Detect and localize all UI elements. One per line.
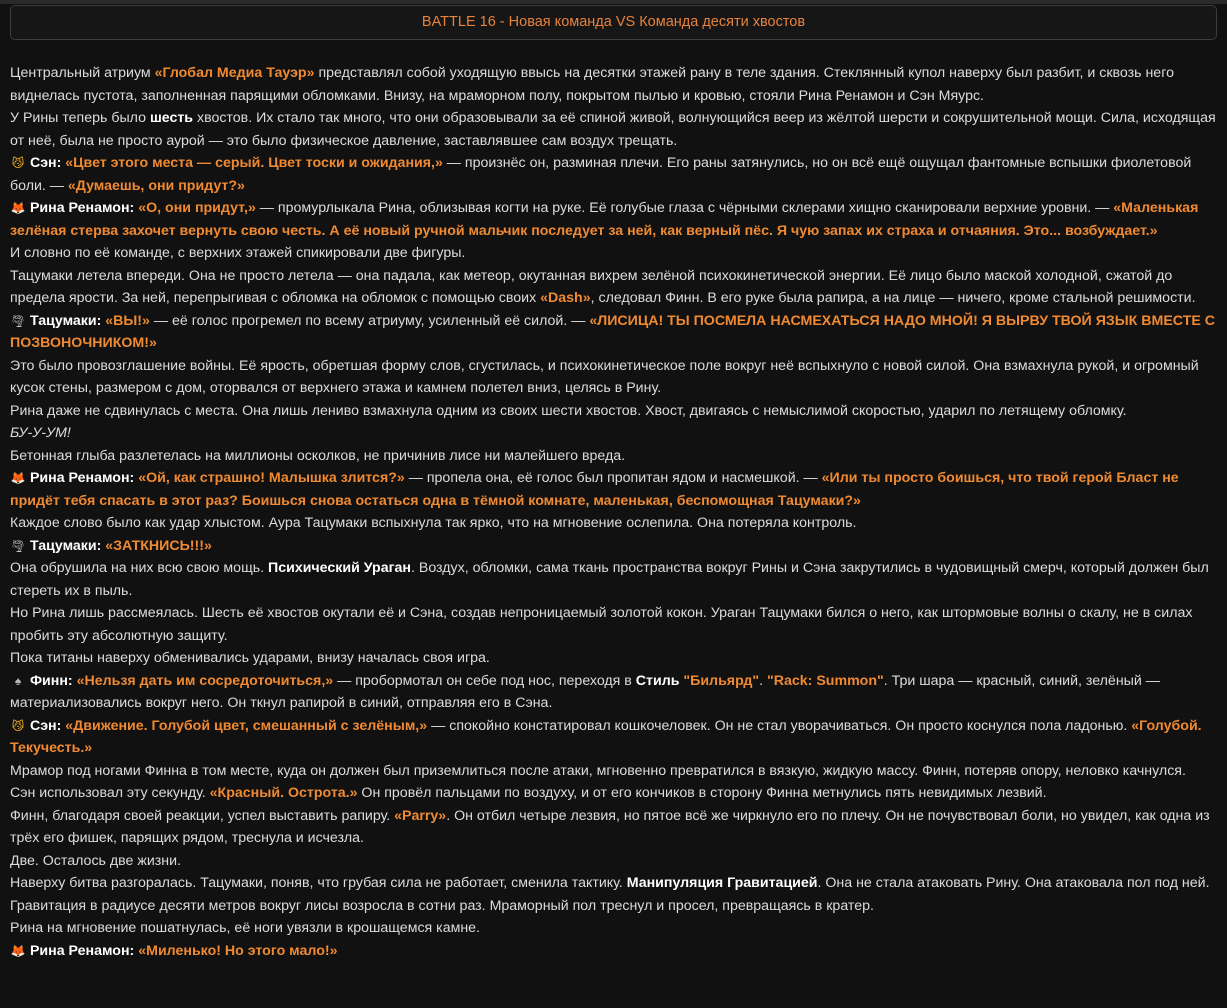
paragraph: Две. Осталось две жизни. bbox=[10, 852, 181, 869]
story-text bbox=[10, 62, 1218, 962]
dialogue-line: ♠ Финн: «Нельзя дать им сосредоточиться,» — пробормотал он себе под нос, переходя в Стиль "Бильярд". "Rack: Summon". Три шара — красный, синий, зелёный — материализовались вокруг него. Он ткнул рапирой в синий, отправляя его в Сэна. bbox=[10, 670, 1218, 715]
tornado-icon: 🌪 bbox=[10, 313, 26, 328]
speaker-name: Рина Ренамон: bbox=[29, 470, 135, 486]
chapter-title: BATTLE 16 - Новая команда VS Команда десяти хвостов bbox=[421, 14, 806, 31]
speaker-name: Тацумаки: bbox=[29, 537, 102, 554]
fox-icon: 🦊 bbox=[10, 943, 26, 958]
paragraph: Она обрушила на них всю свою мощь. Психический Ураган. Воздух, обломки, сама ткань пространства вокруг Рины и Сэна закрутились в чудовищный смерч, который должен был стереть их в пыль. bbox=[10, 560, 1209, 599]
spade-icon: ♠ bbox=[14, 673, 22, 688]
speaker-name: Финн: bbox=[29, 672, 73, 689]
dialogue-line: 😼 Сэн: «Цвет этого места — серый. Цвет тоски и ожидания,» — произнёс он, разминая плечи. Его раны затянулись, но он всё ещё ощущал фантомные вспышки фиолетовой боли. — «Думаешь, они придут?» bbox=[10, 152, 1218, 197]
cat-face-icon: 😼 bbox=[11, 156, 25, 170]
fox-icon: 🦊 bbox=[10, 471, 26, 485]
fox-icon: 🦊 bbox=[10, 201, 26, 215]
speaker-name: Тацумаки: bbox=[29, 312, 102, 329]
paragraph: Но Рина лишь рассмеялась. Шесть её хвостов окутали её и Сэна, создав непроницаемый золотой кокон. Ураган Тацумаки бился о него, как штормовые волны о скалу, не в силах пробить эту абсолютную защиту. bbox=[10, 605, 1193, 644]
paragraph: Это было провозглашение войны. Её ярость, обретшая форму слов, сгустилась, и психокинетическое поле вокруг неё вспыхнуло с новой силой. Она взмахнула рукой, и огромный кусок стены, размером с дом, оторвался от верхнего этажа и камнем полетел вниз, целясь в Рину. bbox=[10, 357, 1199, 396]
paragraph: Финн, благодаря своей реакции, успел выставить рапиру. «Parry». Он отбил четыре лезвия, но пятое всё же чиркнуло его по плечу. Он не почувствовал боли, но увидел, как одна из трёх его фишек, парящих рядом, треснула и исчезла. bbox=[10, 807, 1210, 846]
paragraph: Центральный атриум «Глобал Медиа Тауэр» представлял собой уходящую ввысь на десятки этажей рану в теле здания. Стеклянный купол наверху был разбит, и сквозь него виднелась пустота, заполненная парящими обломками. Внизу, на мраморном полу, покрытом пылью и кровью, стояли Рина Ренамон и Сэн Мяурс. bbox=[10, 65, 1174, 104]
tornado-icon: 🌪 bbox=[10, 538, 26, 553]
speaker-name: Сэн: bbox=[29, 155, 62, 171]
dialogue-line: 🦊 Рина Ренамон: «Ой, как страшно! Малышка злится?» — пропела она, её голос был пропитан ядом и насмешкой. — «Или ты просто боишься, что твой герой Бласт не придёт тебя спасать в этот раз? Боишься снова остаться одна в тёмной комнате, маленькая, беспомощная Тацумаки?» bbox=[10, 467, 1218, 512]
paragraph: У Рины теперь было шесть хвостов. Их стало так много, что они образовывали за её спиной живой, волнующийся веер из жёлтой шерсти и сокрушительной мощи. Сила, исходящая от неё, была не просто аурой — это было физическое давление, заставлявшее сам воздух трещать. bbox=[10, 110, 1216, 149]
paragraph: Рина даже не сдвинулась с места. Она лишь лениво взмахнула одним из своих шести хвостов. Хвост, двигаясь с немыслимой скоростью, ударил по летящему обломку. bbox=[10, 402, 1127, 419]
dialogue-line: 😼 Сэн: «Движение. Голубой цвет, смешанный с зелёным,» — спокойно констатировал кошкочеловек. Он не стал уворачиваться. Он просто коснулся пола ладонью. «Голубой. Текучесть.» bbox=[10, 715, 1218, 760]
speaker-name: Сэн: bbox=[29, 717, 62, 734]
cat-face-icon: 😼 bbox=[11, 718, 25, 733]
paragraph: Каждое слово было как удар хлыстом. Аура Тацумаки вспыхнула так ярко, что на мгновение ослепила. Она потеряла контроль. bbox=[10, 515, 857, 531]
paragraph: Пока титаны наверху обменивались ударами, внизу началась своя игра. bbox=[10, 650, 490, 666]
paragraph: Мрамор под ногами Финна в том месте, куда он должен был приземлиться после атаки, мгновенно превратился в вязкую, жидкую массу. Финн, потеряв опору, неловко качнулся. bbox=[10, 762, 1186, 779]
dialogue-line: 🌪 Тацумаки: «ВЫ!» — её голос прогремел по всему атриуму, усиленный её силой. — «ЛИСИЦА! ТЫ ПОСМЕЛА НАСМЕХАТЬСЯ НАДО МНОЙ! Я ВЫРВУ ТВОЙ ЯЗЫК ВМЕСТЕ С ПОЗВОНОЧНИКОМ!» bbox=[10, 310, 1218, 355]
paragraph: Тацумаки летела впереди. Она не просто летела — она падала, как метеор, окутанная вихрем зелёной психокинетической энергии. Её лицо было маской холодной, сжатой до предела ярости. За ней, перепрыгивая с обломка на обломок с помощью своих «Dash», следовал Финн. В его руке была рапира, а на лице — ничего, кроме стальной решимости. bbox=[10, 267, 1196, 306]
paragraph: И словно по её команде, с верхних этажей спикировали две фигуры. bbox=[10, 245, 466, 261]
speaker-name: Рина Ренамон: bbox=[29, 942, 135, 959]
paragraph: Рина на мгновение пошатнулась, её ноги увязли в крошащемся камне. bbox=[10, 920, 481, 936]
top-bar bbox=[0, 0, 1227, 4]
paragraph: Наверху битва разгоралась. Тацумаки, поняв, что грубая сила не работает, сменила тактику. Манипуляция Гравитацией. Она не стала атаковать Рину. Она атаковала пол под ней. Гравитация в радиусе десяти метров вокруг лисы возросла в сотни раз. Мраморный пол треснул и просел, превращаясь в кратер. bbox=[10, 875, 1210, 914]
dialogue-line: 🌪 Тацумаки: «ЗАТКНИСЬ!!!» bbox=[10, 535, 1218, 558]
sound-effect: БУ-У-УМ! bbox=[10, 425, 71, 441]
dialogue-line: 🦊 Рина Ренамон: «О, они придут,» — промурлыкала Рина, облизывая когти на руке. Её голубые глаза с чёрными склерами хищно сканировали верхние уровни. — «Маленькая зелёная стерва захочет вернуть свою честь. А её новый ручной мальчик последует за ней, как верный пёс. Я чую запах их страха и отчаяния. Это... возбуждает.» bbox=[10, 197, 1218, 242]
dialogue-line: 🦊 Рина Ренамон: «Миленько! Но этого мало!» bbox=[10, 940, 1218, 963]
paragraph: Бетонная глыба разлетелась на миллионы осколков, не причинив лисе ни малейшего вреда. bbox=[10, 447, 626, 464]
chapter-header bbox=[10, 5, 1217, 40]
speaker-name: Рина Ренамон: bbox=[29, 200, 135, 216]
paragraph: Сэн использовал эту секунду. «Красный. Острота.» Он провёл пальцами по воздуху, и от его кончиков в сторону Финна метнулись пять невидимых лезвий. bbox=[10, 785, 1047, 801]
